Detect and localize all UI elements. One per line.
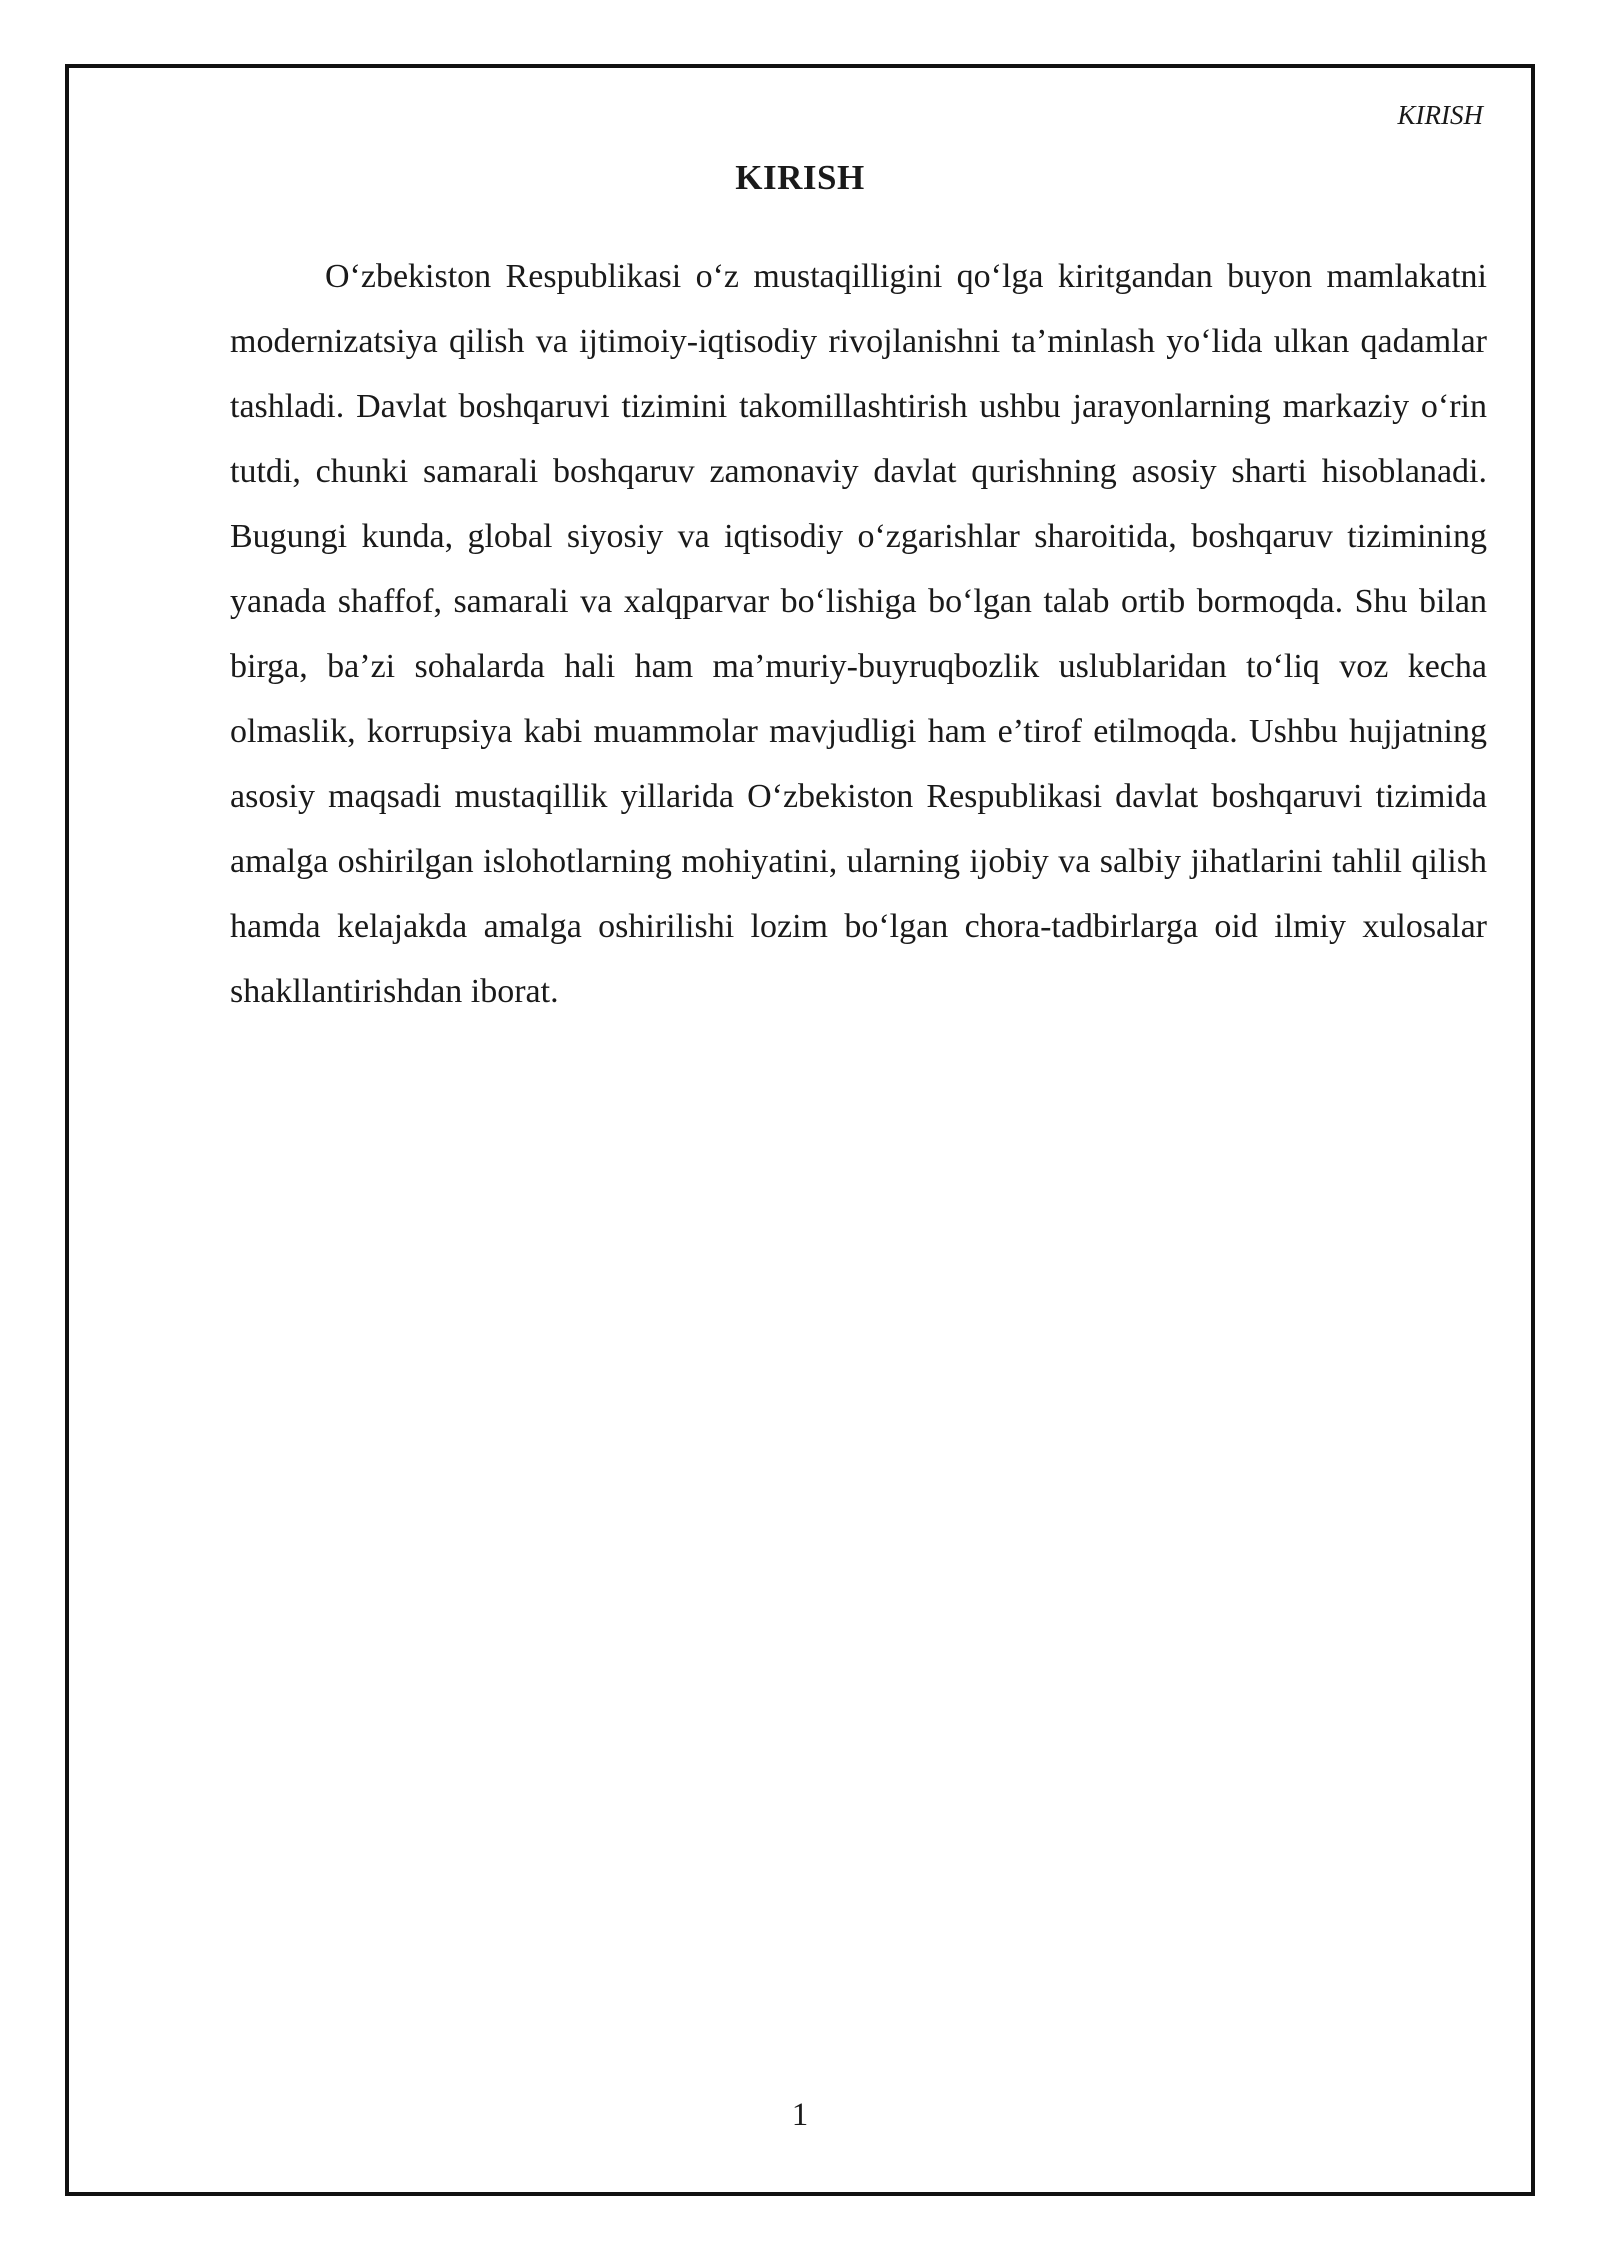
body-paragraph: O‘zbekiston Respublikasi o‘z mustaqilligini qo‘lga kiritgandan buyon mamlakatni modernizatsiya qilish va ijtimoiy-iqtisodiy rivojlanishni ta’minlash yo‘lida ulkan qadamlar tashladi. Davlat boshqaruvi tizimini takomillashtirish ushbu jarayonlarning markaziy o‘rin tutdi, chunki samarali boshqaruv zamonaviy davlat qurishning asosiy sharti hisoblanadi. Bugungi kunda, global siyosiy va iqtisodiy o‘zgarishlar sharoitida, boshqaruv tizimining yanada shaffof, samarali va xalqparvar bo‘lishiga bo‘lgan talab ortib bormoqda. Shu bilan birga, ba’zi sohalarda hali ham ma’muriy-buyruqbozlik uslublaridan to‘liq voz kecha olmaslik, korrupsiya kabi muammolar mavjudligi ham e’tirof etilmoqda. Ushbu hujjatning asosiy maqsadi mustaqillik yillarida O‘zbekiston Respublikasi davlat boshqaruvi tizimida amalga oshirilgan islohotlarning mohiyatini, ularning ijobiy va salbiy jihatlarini tahlil qilish hamda kelajakda amalga oshirilishi lozim bo‘lgan chora-tadbirlarga oid ilmiy xulosalar shakllantirishdan iborat. (230, 258, 1487, 1010)
page-border-frame (65, 64, 1535, 2196)
running-header: KIRISH (1397, 100, 1483, 130)
chapter-title: KIRISH (735, 158, 865, 197)
page-number: 1 (791, 2097, 809, 2133)
